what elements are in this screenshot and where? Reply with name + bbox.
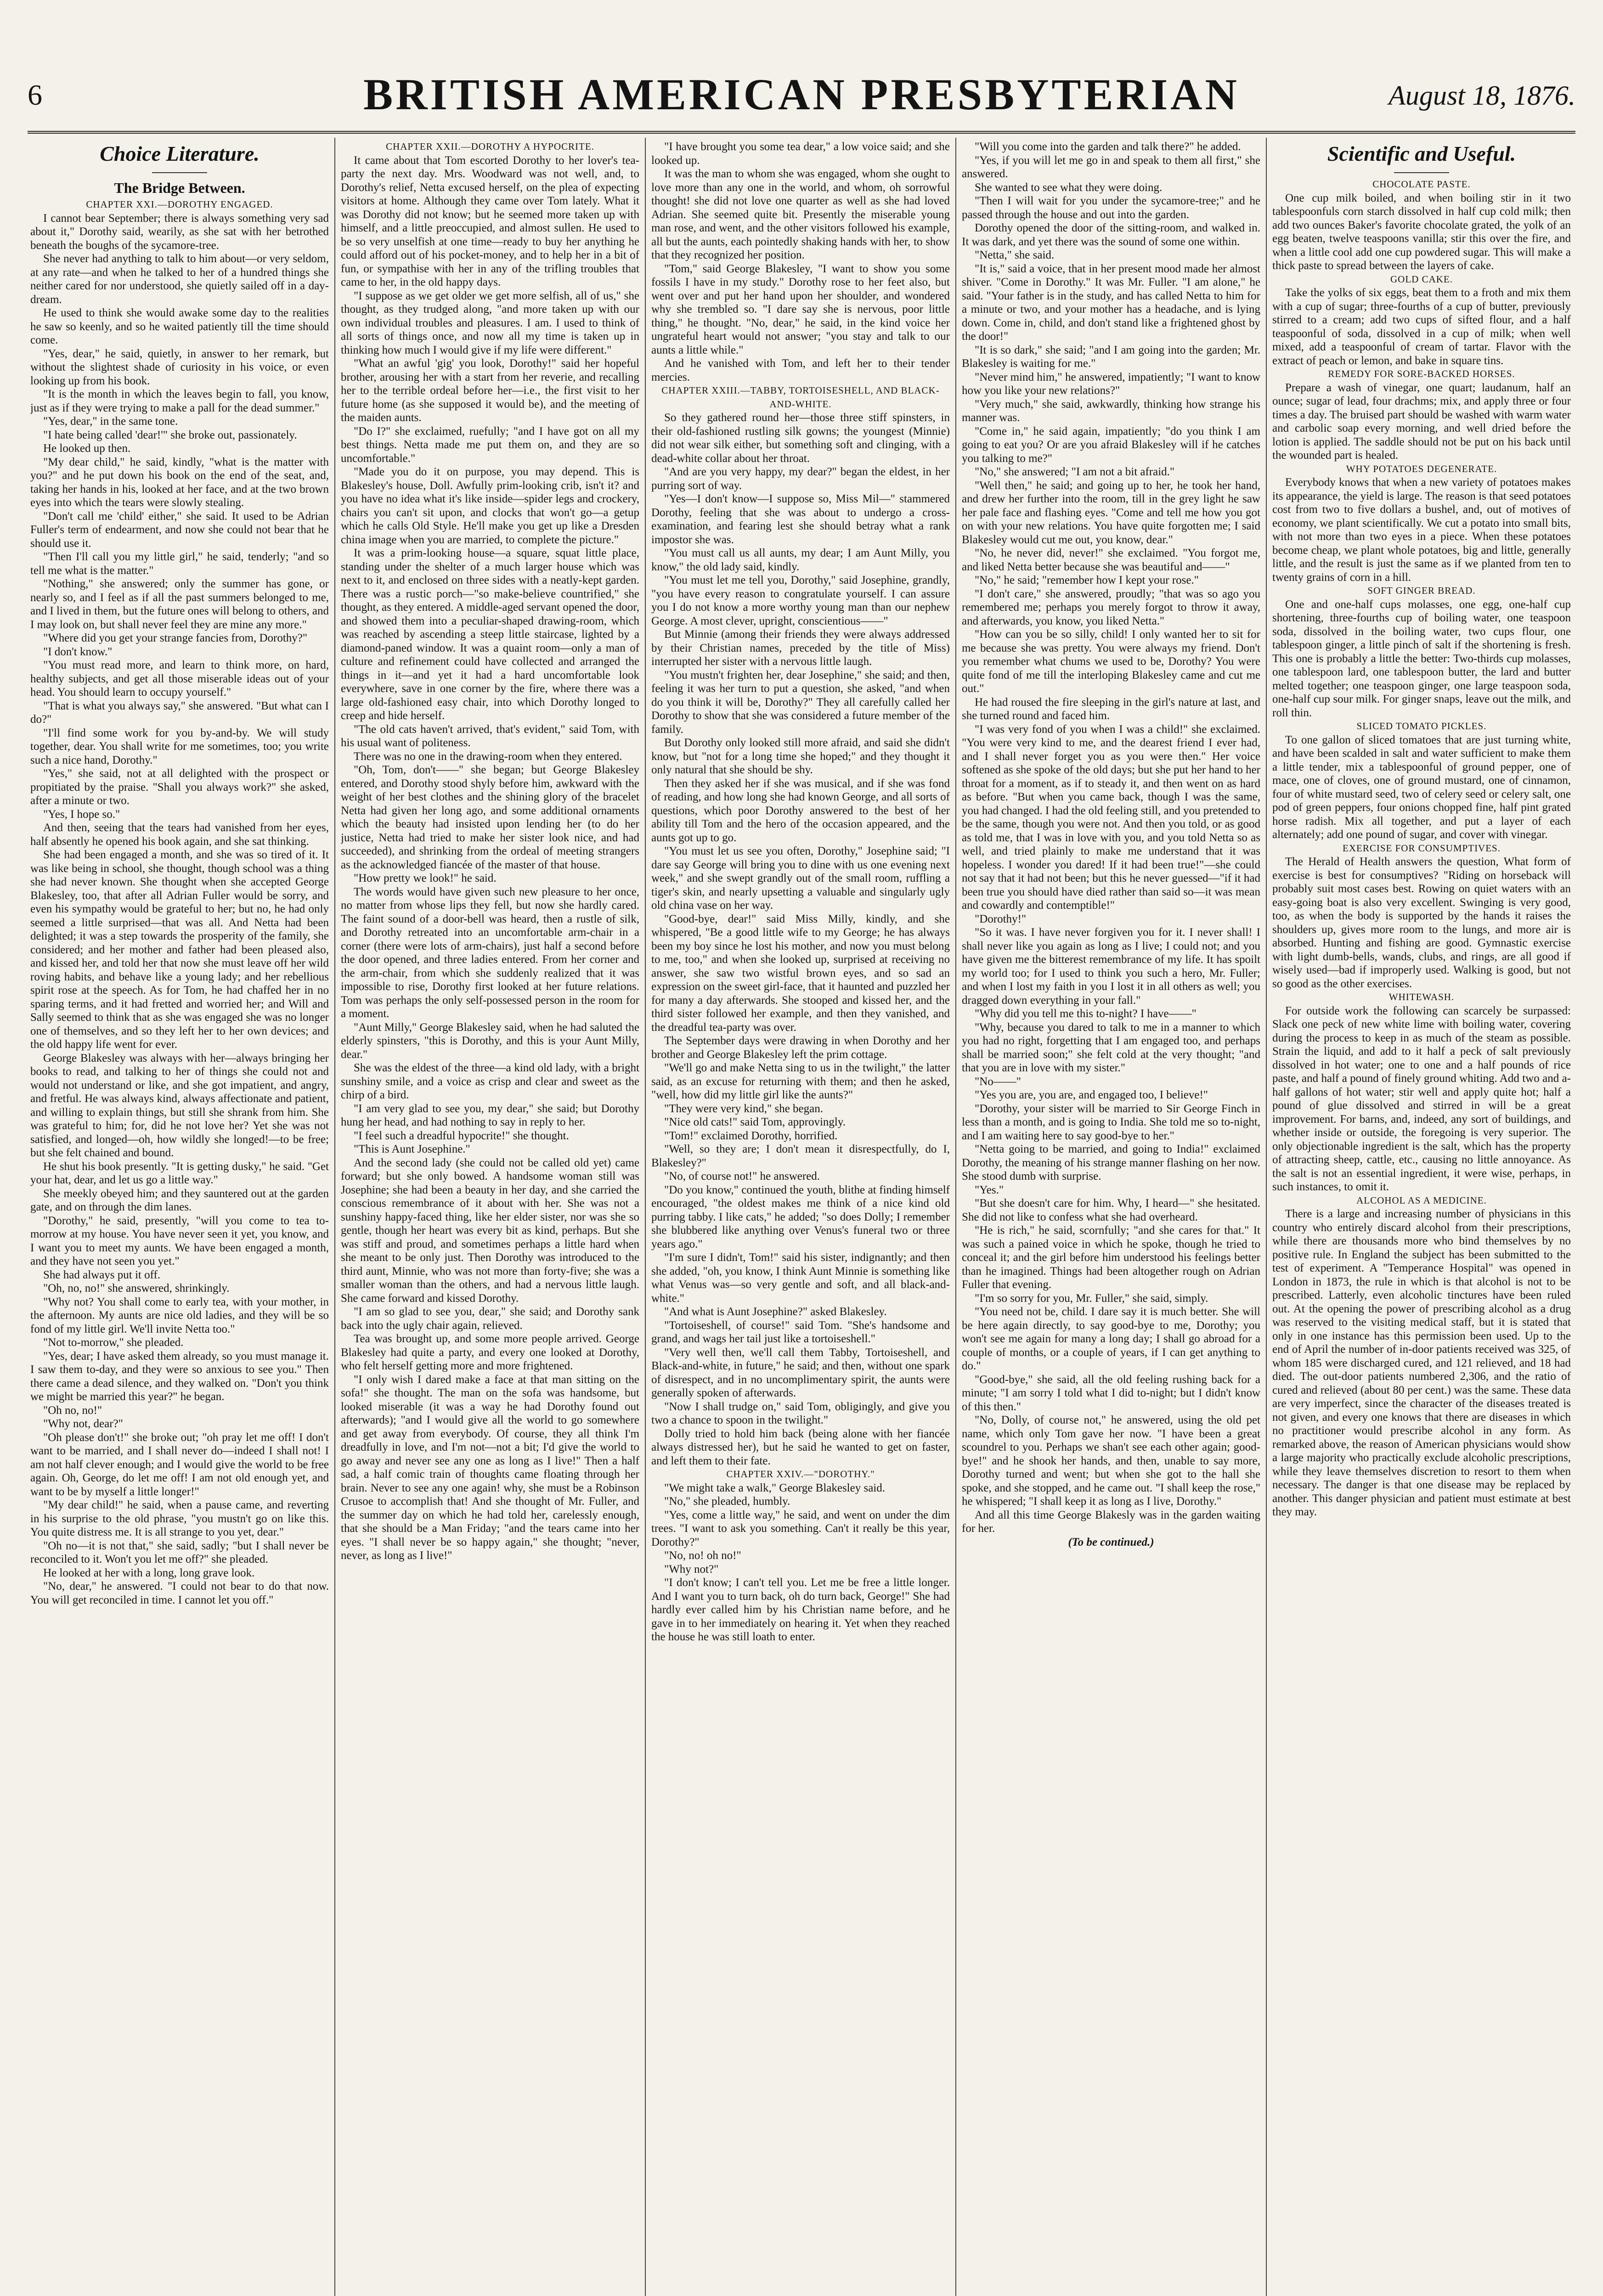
paragraph: "That is what you always say," she answered. "But what can I do?" xyxy=(30,699,329,726)
paragraph: For outside work the following can scarcely be surpassed: Slack one peck of new white lime with boiling water, covering during the process to keep in as much of the steam as possible. Strain the liquid, and add to it half a peck of salt previously dissolved in hot water; one to one and a half pounds of rice paste, and half a pound of finely ground whiting. Add two and a-half gallons of hot water; stir well and apply quite hot; half a pound of glue dissolved and stirred in will be a great improvement. For barns, and, indeed, any sort of buildings, and whether inside or outside, the foregoing is very superior. The only objectionable ingredient is the salt, which has the property of attracting sheep, cattle, etc., causing no little annoyance. As the salt is not an essential ingredient, it were wise, perhaps, in such instances, to omit it. xyxy=(1272,1004,1571,1193)
paragraph: "No, of course not!" he answered. xyxy=(664,1170,820,1182)
paragraph: "Yes, dear; I have asked them already, so you must manage it. I saw them to-day, and they were so anxious to see you." Then there came a dead silence, and they walked on. "Don't you think we might be married this year?" he began. xyxy=(30,1350,329,1403)
paragraph: "Yes, dear," he said, quietly, in answer to her remark, but without the slightest shade of curiosity in his voice, or even looking up from his book. xyxy=(30,347,329,387)
paragraph: "I'm sure I didn't, Tom!" said his sister, indignantly; and then she added, "oh, you know, I think Aunt Minnie is something like what Venus was—so very gentle and soft, and all black-and-white." xyxy=(651,1251,950,1305)
paragraph: "Oh no, no!" xyxy=(43,1404,102,1417)
paragraph: He looked up then. xyxy=(43,442,131,455)
paragraph: "Why not?" xyxy=(664,1563,719,1576)
paragraph: The September days were drawing in when Dorothy and her brother and George Blakesley left the prim cottage. xyxy=(651,1035,950,1061)
paragraph: "You must read more, and learn to think more, on hard, healthy subjects, and get all those miserable ideas out of your head. You should learn to occupy yourself." xyxy=(30,659,329,698)
paragraph: Dolly tried to hold him back (being alone with her fiancée always distressed her), but he said he wanted to get on faster, and left them to their fate. xyxy=(651,1427,950,1467)
paragraph: "I don't know; I can't tell you. Let me be free a little longer. And I want you to turn back, oh do turn back, George!" She had hardly ever called him by his Christian name before, and he gave in to her immediately on hearing it. Yet when they reached the house he was still loath to enter. xyxy=(651,1576,950,1643)
paragraph: "Yes, if you will let me go in and speak to them all first," she answered. xyxy=(962,154,1260,180)
paragraph: "Come in," he said again, impatiently; "do you think I am going to eat you? Or are you afraid Blakesley will if he catches you talking to me?" xyxy=(962,425,1260,465)
paragraph: "Good-bye, dear!" said Miss Milly, kindly, and she whispered, "Be a good little wife to my George; he has always been my boy since he lost his mother, and now you must belong to me, too," and when she looked up, surprised at receiving no answer, she saw two wistful brown eyes, and so sad an expression on the sweet girl-face, that it haunted and puzzled her for many a day afterwards. She stooped and kissed her, and the third sister followed her example, and then they vanished, and the dreadful tea-party was over. xyxy=(651,912,950,1034)
paragraph: The Herald of Health answers the question, What form of exercise is best for consumptives? "Riding on horseback will probably suit most cases best. Rowing on quiet waters with an easy-going boat is also very excellent. Swinging is very good, too, as when the body is supported by the hands it raises the shoulders up, gives more room to the lungs, and more air is absorbed. Hunting and fishing are good. Gymnastic exercise with light dumb-bells, wands, clubs, and rings, are all good if wisely used—bad if improperly used. Walking is good, but not so good as the other exercises. xyxy=(1272,855,1571,990)
paragraph: "Yes, I hope so." xyxy=(43,808,120,821)
paragraph: "Netta," she said. xyxy=(975,249,1055,261)
paragraph: "Where did you get your strange fancies from, Dorothy?" xyxy=(43,632,308,644)
column-2 xyxy=(341,140,639,2296)
paragraph: She had always put it off. xyxy=(43,1268,161,1281)
paragraph: But Dorothy only looked still more afraid, and said she didn't know, but "not for a long time she hoped;" and they thought it only natural that she should be shy. xyxy=(651,737,950,776)
paragraph: "No," she answered; "I am not a bit afraid." xyxy=(975,466,1175,478)
paragraph: "Not to-morrow," she pleaded. xyxy=(43,1336,184,1349)
paragraph: "I don't care," she answered, proudly; "that was so ago you remembered me; perhaps you merely forgot to throw it away, and afterwards, you know, you liked Netta." xyxy=(962,587,1260,627)
paragraph: Prepare a wash of vinegar, one quart; laudanum, half an ounce; sugar of lead, four drachms; mix, and apply three or four times a day. The bruised part should be washed with warm water and carbolic soap every morning, and well dried before the lotion is applied. The saddle should not be put on his back until the wounded part is healed. xyxy=(1272,381,1571,461)
paragraph: "No, no! oh no!" xyxy=(664,1549,741,1562)
paragraph: "No," she pleaded, humbly. xyxy=(664,1495,790,1508)
paragraph: "Then I will wait for you under the sycamore-tree;" and he passed through the house and out into the garden. xyxy=(962,195,1260,221)
paragraph: "Now I shall trudge on," said Tom, obligingly, and give you two a chance to spoon in the twilight." xyxy=(651,1400,950,1426)
article-heading: CHOCOLATE PASTE. xyxy=(1372,179,1471,190)
paragraph: "Well, so they are; I don't mean it disrespectfully, do I, Blakesley?" xyxy=(651,1143,950,1169)
paragraph: But Minnie (among their friends they were always addressed by their Christian names, preceded by the title of Miss) interrupted her sister with a nervous little laugh. xyxy=(651,628,950,668)
paragraph: "You mustn't frighten her, dear Josephine," she said; and then, feeling it was her turn to put a question, she asked, "and when do you think it will be, Dorothy?" They all carefully called her Dorothy to show that she was considered a future member of the family. xyxy=(651,669,950,736)
paragraph: "It is," said a voice, that in her present mood made her almost shiver. "Come in Dorothy." It was Mr. Fuller. "I am alone," he said. "Your father is in the study, and has called Netta to him for a minute or two, and your mother has a headache, and is lying down. Come in, child, and don't stand like a frightened ghost by the door!" xyxy=(962,262,1260,343)
paragraph: "He is rich," he said, scornfully; "and she cares for that." It was such a pained voice in which he spoke, though he tried to conceal it; and the girl before him understood his feelings better than he imagined. Things had been altogether rough on Adrian Fuller that evening. xyxy=(962,1224,1260,1291)
paragraph: "Don't call me 'child' either," she said. It used to be Adrian Fuller's term of endearment, and now she could not bear that he should use it. xyxy=(30,510,329,550)
paragraph: "You need not be, child. I dare say it is much better. She will be here again directly, to say good-bye to me, Dorothy; you won't see me again for many a long day; I shall go abroad for a couple of months, or a couple of years, if I can get anything to do." xyxy=(962,1306,1260,1372)
article-heading: EXERCISE FOR CONSUMPTIVES. xyxy=(1343,842,1501,854)
paragraph: "Oh, no, no!" she answered, shrinkingly. xyxy=(43,1282,230,1294)
paragraph: "Never mind him," he answered, impatiently; "I want to know how you like your new relations?" xyxy=(962,371,1260,397)
paragraph: "Then I'll call you my little girl," he said, tenderly; "and so tell me what is the matter." xyxy=(30,551,329,577)
column-4 xyxy=(962,140,1260,2296)
paragraph: "It is so dark," she said; "and I am going into the garden; Mr. Blakesley is waiting for me." xyxy=(962,343,1260,370)
paragraph: She meekly obeyed him; and they sauntered out at the garden gate, and on through the dim lanes. xyxy=(30,1187,329,1213)
paragraph: It was a prim-looking house—a square, squat little place, standing under the shelter of a much larger house which was next to it, and enclosed on three sides with a neatly-kept garden. There was a rustic porch—"so make-believe countrified," she thought, as they entered. A middle-aged servant opened the door, and showed them into a peculiar-shaped drawing-room, which was reached by ascending a steep little staircase, lighted by a diamond-paned window. It was a quaint room—only a man of culture and refinement could have collected and arranged the things in it—and yet it had a hard uncomfortable look everywhere, save in one corner by the fire, where there was a large old-fashioned easy chair, into which Dorothy longed to creep and hide herself. xyxy=(341,547,639,722)
paragraph: "They were very kind," she began. xyxy=(664,1102,823,1115)
paragraph: "Why, because you dared to talk to me in a manner to which you had no right, forgetting that I am engaged too, and perhaps shall be married soon;" she felt cold at the very thought; "and that you are in love with my sister." xyxy=(962,1021,1260,1074)
divider xyxy=(152,172,207,173)
paragraph: One cup milk boiled, and when boiling stir in it two tablespoonfuls corn starch dissolved in half cup cold milk; then add two ounces Baker's favorite chocolate grated, the yolk of an egg beaten, twelve teaspoons vanilla; stir this over the fire, and when a little cool add one cup powdered sugar. This will make a thick paste to spread between the layers of cake. xyxy=(1272,191,1571,272)
article-heading: WHY POTATOES DEGENERATE. xyxy=(1346,463,1497,474)
column-divider xyxy=(334,138,335,2296)
paragraph: "I was very fond of you when I was a child!" she exclaimed. "You were very kind to me, and the dearest friend I ever had, and I shall never forget you as you were then." Her voice softened as she spoke of the old days; but she put her hand to her throat for a moment, as if to steady it, and then went on as hard as before. "But when you came back, though I was the same, you had changed. I had the old feeling still, and you pretended to be the same, though you were not. And then you told, or as good as told me, that I was in love with you, and you told Netta so as well, and tried plainly to make me understand that it was hopeless. I wonder you dared! If it had been true!"—she could not say that it had not been; but this he never guessed—"if it had been true you should have died rather than said so—it was mean and cowardly and contemptible!" xyxy=(962,723,1260,912)
paragraph: He shut his book presently. "It is getting dusky," he said. "Get your hat, dear, and let us go a little way." xyxy=(30,1160,329,1186)
paragraph: "And what is Aunt Josephine?" asked Blakesley. xyxy=(664,1306,887,1318)
paragraph: "I feel such a dreadful hypocrite!" she thought. xyxy=(354,1129,569,1142)
paragraph: The words would have given such new pleasure to her once, no matter from whose lips they fell, but now she hardly cared. The faint sound of a door-bell was heard, then a rustle of silk, and Dorothy retreated into an uncomfortable arm-chair in a corner (there were lots of arm-chairs), just half a second before the door opened, and three ladies entered. From her corner and the arm-chair, from which she suddenly realized that it was impossible to rise, Dorothy first looked at her future relations. Tom was perhaps the only self-possessed person in the room for a moment. xyxy=(341,885,639,1020)
paragraph: "You must let us see you often, Dorothy," Josephine said; "I dare say George will bring you to dine with us one evening next week," and she swept grandly out of the small room, ruffling a tiger's skin, and nearly upsetting a valuable and singularly ugly old china vase on her way. xyxy=(651,845,950,912)
paragraph: "My dear child!" he said, when a pause came, and reverting in his surprise to the old phrase, "you mustn't go on like this. You quite distress me. It is all strange to you yet, dear." xyxy=(30,1499,329,1538)
paragraph: "I'll find some work for you by-and-by. We will study together, dear. You shall write for me sometimes, too; you write such a nice hand, Dorothy." xyxy=(30,726,329,766)
paragraph: "Tom," said George Blakesley, "I want to show you some fossils I have in my study." Dorothy rose to her feet also, but went over and put her hand upon her shoulder, and wondered why she trembled so. "I dare say she is nervous, poor little thing," he thought. "No, dear," he said, in the kind voice her ungrateful heart would not answer; "you stay and talk to our aunts a little while." xyxy=(651,262,950,356)
paragraph: "So it was. I have never forgiven you for it. I never shall! I shall never like you again as long as I live; I could not; and you have given me the bitterest remembrance of my life. It has spoilt my world too; for I used to think you such a hero, Mr. Fuller; and when I lost my faith in you I lost it in all others as well; you dragged down everything in your fall." xyxy=(962,926,1260,1007)
section-heading: Choice Literature. xyxy=(100,142,260,165)
story-title: The Bridge Between. xyxy=(114,180,245,196)
paragraph: There was no one in the drawing-room when they entered. xyxy=(354,750,622,763)
page-number: 6 xyxy=(28,79,42,111)
paragraph: "No, he never did, never!" she exclaimed. "You forgot me, and liked Netta better because she was beautiful and——" xyxy=(962,547,1260,573)
paragraph: "Why not? You shall come to early tea, with your mother, in the afternoon. My aunts are nice old ladies, and they will be so fond of my little girl. We'll invite Netta too." xyxy=(30,1295,329,1335)
paragraph: "Yes, come a little way," he said, and went on under the dim trees. "I want to ask you something. Can't it really be this year, Dorothy?" xyxy=(651,1508,950,1548)
paragraph: "Yes," she said, not at all delighted with the prospect or propitiated by the praise. "Shall you always work?" she asked, after a minute or two. xyxy=(30,767,329,807)
paragraph: "And are you very happy, my dear?" began the eldest, in her purring sort of way. xyxy=(651,466,950,492)
article-heading: WHITEWASH. xyxy=(1389,991,1455,1002)
paragraph: And then, seeing that the tears had vanished from her eyes, half absently he opened his book again, and she sat thinking. xyxy=(30,822,329,848)
paragraph: She never had anything to talk to him about—or very seldom, at any rate—and when he talked to her of a hundred things she neither cared for nor understood, she quietly sailed off in a day-dream. xyxy=(30,253,329,306)
article-heading: REMEDY FOR SORE-BACKED HORSES. xyxy=(1328,368,1515,379)
paragraph: She was the eldest of the three—a kind old lady, with a bright sunshiny smile, and a voice as crisp and clear and sweet as the chirp of a bird. xyxy=(341,1062,639,1101)
paragraph: "No," he said; "remember how I kept your rose." xyxy=(975,574,1199,586)
column-divider xyxy=(645,138,646,2296)
paragraph: "Tortoiseshell, of course!" said Tom. "She's handsome and grand, and wags her tail just like a tortoiseshell." xyxy=(651,1319,950,1345)
paragraph: "You must call us all aunts, my dear; I am Aunt Milly, you know," the old lady said, kindly. xyxy=(651,547,950,573)
newspaper-title: BRITISH AMERICAN PRESBYTERIAN xyxy=(363,70,1240,119)
article-heading: GOLD CAKE. xyxy=(1390,273,1453,285)
column-5 xyxy=(1272,140,1571,2296)
paragraph: It came about that Tom escorted Dorothy to her lover's tea-party the next day. Mrs. Woodward was not well, and, to Dorothy's relief, Netta excused herself, on the plea of expecting visitors at home. Although they came over Tom lately. What it was Dorothy did not know; but he seemed more taken up with himself, and a little preoccupied, and almost sullen. He used to be so very unselfish at one time—ready to buy her anything he could afford out of his pocket-money, and to help her in a bit of fun, or sympathise with her in any of the trifling troubles that came to her, in the old happy days. xyxy=(341,154,639,288)
paragraph: And the second lady (she could not be called old yet) came forward; but she only bowed. A handsome woman still was Josephine; she had been a beauty in her day, and she carried the conscious remembrance of it about with her. She was not a sunshiny happy-faced thing, like her elder sister, nor was she so gentle, though her heart was every bit as kind, perhaps. But she was stiff and proud, and sometimes perhaps a little hard when she meant to be only just. Then Dorothy was introduced to the third aunt, Minnie, who was not more than forty-five; she was a smaller woman than the others, and had a nervous little laugh. She came forward and kissed Dorothy. xyxy=(341,1156,639,1305)
paragraph: She had been engaged a month, and she was so tired of it. It was like being in school, she thought, though school was a thing she had never known. She thought when she accepted George Blakesley, too, that after all Adrian Fuller would be sorry, and even his sympathy would be grateful to her; but no, he had only seemed a little surprised—that was all. And Netta had been delighted; it was a step towards the prosperity of the family, she considered; and her mother and father had been pleased also, and kissed her, and told her that now she must leave off her wild roving habits, and behave like a young lady; and her rebellious spirit rose at the speech. As for Tom, he had chaffed her in no sparing terms, and it had fretted and worried her; and Will and Sally seemed to think that as she was engaged she was no longer one of themselves, and so they left her to her own devices; and the old happy life went for ever. xyxy=(30,849,329,1051)
paragraph: "Will you come into the garden and talk there?" he added. xyxy=(975,141,1241,153)
paragraph: He had roused the fire sleeping in the girl's nature at last, and she turned round and faced him. xyxy=(962,696,1260,722)
paragraph: "Oh, Tom, don't——" she began; but George Blakesley entered, and Dorothy stood shyly before him, awkward with the weight of her best clothes and the shining glory of the bracelet Netta had given her long ago, and some additional ornaments which the beauty had insisted upon lending her (to do her justice, Netta had tried to make her sister look nice, and had succeeded), and shrinking from the ordeal of meeting strangers as the acknowledged fiancée of the master of that house. xyxy=(341,764,639,871)
paragraph: "But she doesn't care for him. Why, I heard—" she hesitated. She did not like to confess what she had overheard. xyxy=(962,1197,1260,1223)
section-heading: Scientific and Useful. xyxy=(1327,142,1516,165)
issue-date: August 18, 1876. xyxy=(1389,80,1575,111)
divider xyxy=(1394,172,1449,173)
paragraph: "Very much," she said, awkwardly, thinking how strange his manner was. xyxy=(962,398,1260,424)
paragraph: "Good-bye," she said, all the old feeling rushing back for a minute; "I am sorry I told what I did to-night; but I didn't know of this then." xyxy=(962,1373,1260,1413)
column-3 xyxy=(651,140,950,2296)
paragraph: "We'll go and make Netta sing to us in the twilight," the latter said, as an excuse for returning with them; and then he asked, "well, how did my little girl like the aunts?" xyxy=(651,1062,950,1101)
column-divider xyxy=(1266,138,1267,2296)
paragraph: "Dorothy, your sister will be married to Sir George Finch in less than a month, and is going to India. She told me so to-night, and I am waiting here to say good-bye to her." xyxy=(962,1102,1260,1142)
paragraph: "My dear child," he said, kindly, "what is the matter with you?" and he put down his book on the end of the seat, and, taking her hands in his, looked at her face, and at the two brown eyes into which the tears were slowly stealing. xyxy=(30,456,329,509)
paragraph: To one gallon of sliced tomatoes that are just turning white, and have been scalded in salt and water sufficient to make them a little tender, mix a tablespoonful of ground pepper, one of mace, one of cloves, one of ground mustard, one of cinnamon, four of white mustard seed, two of celery seed or celery salt, one pod of green peppers, four onions chopped fine, half pint grated horse radish. Mix all together, and put a layer of each alternately; add one pound of sugar, and cover with vinegar. xyxy=(1272,733,1571,841)
paragraph: She wanted to see what they were doing. xyxy=(975,181,1163,194)
paragraph: "I am so glad to see you, dear," she said; and Dorothy sank back into the ugly chair again, relieved. xyxy=(341,1306,639,1332)
column-divider xyxy=(955,138,956,2296)
paragraph: "Yes—I don't know—I suppose so, Miss Mil—" stammered Dorothy, feeling that she was about to undergo a cross-examination, and fearing lest she should betray what a rank impostor she was. xyxy=(651,493,950,546)
paragraph: "Oh no—it is not that," she said, sadly; "but I shall never be reconciled to it. Won't you let me off?" she pleaded. xyxy=(30,1539,329,1565)
paragraph: There is a large and increasing number of physicians in this country who entirely discard alcohol from their prescriptions, while there are thousands more who bind themselves by no positive rule. In England the subject has been submitted to the test of experiment. A "Temperance Hospital" was opened in London in 1873, the rule in which is that alcohol is not to be prescribed. Latterly, even alcoholic tinctures have been ruled out. At the opening the power of prescribing alcohol as a drug was reserved to the visiting medical staff, but it is stated that only in one instance has this permission been used. Up to the end of April the number of in-door patients received was 325, of whom 185 were discharged cured, and 121 relieved, and 18 had died. The out-door patients numbered 2,306, and the ratio of cured and relieved (about 80 per cent.) was the same. These data are very imperfect, since the character of the diseases treated is not given, and every one knows that there are diseases in which no practitioner would prescribe alcohol in any form. As remarked above, the reason of American physicians would show a large majority who practically exclude alcoholic prescriptions, while they leave themselves discretion to resort to them when necessary. The danger is that one disease may be replaced by another. This danger physician and patient must estimate at best they may. xyxy=(1272,1208,1571,1518)
paragraph: Dorothy opened the door of the sitting-room, and walked in. It was dark, and yet there was the sound of some one within. xyxy=(962,222,1260,248)
paragraph: "Tom!" exclaimed Dorothy, horrified. xyxy=(664,1129,838,1142)
paragraph: "Oh please don't!" she broke out; "oh pray let me off! I don't want to be married, and I shall never do—indeed I shall not! I am not half clever enough; and I would give the world to be free again. Oh, George, do let me off! I am not old enough yet, and want to be by myself a little longer!" xyxy=(30,1431,329,1498)
paragraph: "Yes you are, you are, and engaged too, I believe!" xyxy=(975,1089,1208,1101)
paragraph: "I am very glad to see you, my dear," she said; but Dorothy hung her head, and had nothing to say in reply to her. xyxy=(341,1102,639,1128)
paragraph: It was the man to whom she was engaged, whom she ought to love more than any one in the world, and whom, oh sorrowful thought! she did not love one quarter as well as she had loved Adrian. She seemed quite bit. Presently the miserable young man rose, and went, and the other visitors followed his example, all but the aunts, each pointedly shaking hands with her, to show that they recognized her position. xyxy=(651,168,950,261)
paragraph: "It is the month in which the leaves begin to fall, you know, just as if they were trying to make a pall for the dead summer." xyxy=(30,388,329,414)
paragraph: "I only wish I dared make a face at that man sitting on the sofa!" she thought. The man on the sofa was handsome, but looked miserable (it was a way he had Dorothy found out afterwards); "and I would give all the world to go somewhere and get away from everybody. Of course, they all think I'm dreadfully in love, and I'm not—not a bit; I'd give the world to go away and never see any one as long as I live!" Then a half sad, a half comic train of thoughts came floating through her brain. Never to see any one again! why, she must be a Robinson Crusoe to accomplish that! And she thought of Mr. Fuller, and the summer day on which he had told her, carelessly enough, that she should be a Man Friday; "and the tears came into her eyes. "I shall never be so happy again," she thought; "never, never, as long as I live!" xyxy=(341,1373,639,1562)
paragraph: "Why not, dear?" xyxy=(43,1418,123,1430)
paragraph: He looked at her with a long, long grave look. xyxy=(43,1566,255,1579)
paragraph: "How can you be so silly, child! I only wanted her to sit for me because she was pretty. You were always my friend. Don't you remember what chums we used to be, Dorothy? You were quite fond of me till the interloping Blakesley came and cut me out." xyxy=(962,628,1260,695)
paragraph: "Made you do it on purpose, you may depend. This is Blakesley's house, Doll. Awfully prim-looking crib, isn't it? and you have no idea what it's like inside—spider legs and crockery, chairs you can't sit upon, and clocks that won't go—a getup which he calls Old Style. He'll make you get up like a Dresden china image when you are married, to complete the picture." xyxy=(341,466,639,546)
paragraph: "I hate being called 'dear!'" she broke out, passionately. xyxy=(43,428,297,441)
paragraph: "Why did you tell me this to-night? I have——" xyxy=(975,1007,1197,1020)
paragraph: I cannot bear September; there is always something very sad about it," Dorothy said, wearily, as she sat with her betrothed beneath the boughs of the sycamore-tree. xyxy=(30,212,329,252)
paragraph: "I have brought you some tea dear," a low voice said; and she looked up. xyxy=(651,141,950,167)
paragraph: "Nothing," she answered; only the summer has gone, or nearly so, and I feel as if all the past summers belonged to me, and I lived in them, but the future ones will belong to others, and I may look on, but shall never feel they are mine any more." xyxy=(30,578,329,631)
paragraph: "I'm so sorry for you, Mr. Fuller," she said, simply. xyxy=(975,1292,1208,1305)
paragraph: And he vanished with Tom, and left her to their tender mercies. xyxy=(651,357,950,383)
paragraph: "Very well then, we'll call them Tabby, Tortoiseshell, and Black-and-white, in future," he said; and then, without one spark of disrespect, and in no uncomplimentary spirit, the aunts were generally spoken of afterwards. xyxy=(651,1346,950,1399)
paragraph: "What an awful 'gig' you look, Dorothy!" said her hopeful brother, arousing her with a start from her reverie, and recalling her to the terrible ordeal before her—i.e., the first visit to her future home (as she supposed it would be), and the meeting of the maiden aunts. xyxy=(341,357,639,424)
paragraph: "Nice old cats!" said Tom, approvingly. xyxy=(664,1116,846,1128)
masthead xyxy=(28,69,1575,124)
paragraph: "I don't know." xyxy=(43,645,113,658)
paragraph: "No, Dolly, of course not," he answered, using the old pet name, which only Tom gave her now. "I have been a great scoundrel to you. Perhaps we shan't see each other again; good-bye!" and he shook her hands, and then, unable to say more, Dorothy turned and went; but when she got to the hall she spoke, and she stopped, and he came out. "I shall keep the rose," he whispered; "I shall keep it as long as I live, Dorothy." xyxy=(962,1414,1260,1508)
paragraph: "Do I?" she exclaimed, ruefully; "and I have got on all my best things. Netta made me put them on, and they are so uncomfortable." xyxy=(341,425,639,465)
paragraph: "Yes, dear," in the same tone. xyxy=(43,415,178,428)
column-1 xyxy=(30,140,329,2296)
paragraph: "Dorothy," he said, presently, "will you come to tea to-morrow at my house. You have never seen it yet, you know, and I want you to meet my aunts. We have been engaged a month, and they have not seen you yet." xyxy=(30,1214,329,1267)
chapter-heading: CHAPTER XXII.—DOROTHY A HYPOCRITE. xyxy=(386,141,594,152)
paragraph: "How pretty we look!" he said. xyxy=(354,872,497,884)
paragraph: "No, dear," he answered. "I could not bear to do that now. You will get reconciled in time. I cannot let you off." xyxy=(30,1580,329,1606)
paragraph: "This is Aunt Josephine." xyxy=(354,1143,470,1155)
paragraph: "We might take a walk," George Blakesley said. xyxy=(664,1481,885,1494)
chapter-heading: CHAPTER XXIV.—"DOROTHY." xyxy=(726,1469,875,1480)
paragraph: George Blakesley was always with her—always bringing her books to read, and talking to her of things she could not and would not understand or like, and she got impatient, and angry, and fretful. He was always kind, always affectionate and patient, and willing to explain things, but still she shrank from him. She was grateful to him; for, did he not love her? Yet she was not satisfied, and longed—oh, how wildly she longed!—to be free; but she felt chained and bound. xyxy=(30,1052,329,1159)
paragraph: "The old cats haven't arrived, that's evident," said Tom, with his usual want of politeness. xyxy=(341,723,639,749)
chapter-heading: CHAPTER XXI.—DOROTHY ENGAGED. xyxy=(86,199,273,210)
paragraph: "Dorothy!" xyxy=(975,912,1027,925)
paragraph: Tea was brought up, and some more people arrived. George Blakesley had quite a party, and every one looked at Dorothy, who felt herself getting more and more frightened. xyxy=(341,1333,639,1372)
continued-note: (To be continued.) xyxy=(1068,1536,1154,1548)
article-heading: ALCOHOL AS A MEDICINE. xyxy=(1356,1194,1487,1206)
paragraph: "Aunt Milly," George Blakesley said, when he had saluted the elderly spinsters, "this is Dorothy, and this is your Aunt Milly, dear." xyxy=(341,1021,639,1061)
paragraph: "Well then," he said; and going up to her, he took her hand, and drew her further into the room, till in the grey light he saw her pale face and flashing eyes. "Come and tell me how you got on with your new relations. You have quite forgotten me; I said Blakesley would cut me out, you know, dear." xyxy=(962,479,1260,546)
paragraph: "Netta going to be married, and going to India!" exclaimed Dorothy, the meaning of his strange manner flashing on her now. She stood dumb with surprise. xyxy=(962,1143,1260,1182)
paragraph: "I suppose as we get older we get more selfish, all of us," she thought, as they trudged along, "and more taken up with our own individual troubles and pleasures. I am. I used to think of all sorts of things once, and now all my time is taken up in thinking how much I would give if my life were different." xyxy=(341,289,639,356)
article-heading: SLICED TOMATO PICKLES. xyxy=(1356,720,1487,732)
article-heading: SOFT GINGER BREAD. xyxy=(1367,585,1476,596)
paragraph: And all this time George Blakesly was in the garden waiting for her. xyxy=(962,1508,1260,1535)
paragraph: Take the yolks of six eggs, beat them to a froth and mix them with a cup of sugar; three-fourths of a cup of butter, previously stirred to a cream; add two cups of sifted flour, and a half teaspoonful of soda, dissolved in a cup of milk; when well mixed, add a teaspoonful of cream of tartar. Flavor with the extract of peach or lemon, and bake in square tins. xyxy=(1272,287,1571,367)
chapter-heading: CHAPTER XXIII.—TABBY, TORTOISESHELL, AND BLACK-AND-WHITE. xyxy=(661,385,940,410)
paragraph: "Do you know," continued the youth, blithe at finding himself encouraged, "the oldest makes me think of a nice kind old purring tabby. I like cats," he added; "so does Dolly; I remember she blubbered like anything over Venus's funeral two or three years ago." xyxy=(651,1183,950,1250)
paragraph: He used to think she would awake some day to the realities he saw so keenly, and so he waited patiently till the time should come. xyxy=(30,307,329,346)
paragraph: "No——" xyxy=(975,1075,1021,1088)
masthead-rule xyxy=(28,131,1575,134)
paragraph: "Yes." xyxy=(975,1183,1004,1196)
paragraph: Then they asked her if she was musical, and if she was fond of reading, and how long she had known George, and all sorts of questions, which poor Dorothy answered to the best of her ability till Tom and the hero of the occasion appeared, and the aunts got up to go. xyxy=(651,777,950,844)
paragraph: So they gathered round her—those three stiff spinsters, in their old-fashioned rustling silk gowns; the youngest (Minnie) did not wear silk either, but something soft and clinging, with a dead-white collar about her throat. xyxy=(651,411,950,465)
paragraph: One and one-half cups molasses, one egg, one-half cup shortening, three-fourths cup of boiling water, one teaspoon soda, dissolved in the boiling water, two cups flour, one tablespoon ginger, a little pinch of salt if the shortening is fresh. This one is probably a little the better: Two-thirds cup molasses, one tablespoon lard, one tablespoon butter, the lard and butter melted together; one teaspoon ginger, one large teaspoon soda, one-half cup sour milk. For ginger snaps, leave out the milk, and roll thin. xyxy=(1272,598,1571,719)
paragraph: Everybody knows that when a new variety of potatoes makes its appearance, the yield is large. The reason is that seed potatoes cost from two to five dollars a bushel, and, out of motives of economy, we plant scientifically. We cut a potato into small bits, with not more than two eyes in a piece. When these potatoes become cheap, we plant whole potatoes, big and little, generally little, and the result is just the same as if we planted from ten to twenty grains of corn in a hill. xyxy=(1272,476,1571,584)
paragraph: "You must let me tell you, Dorothy," said Josephine, grandly, "you have every reason to congratulate yourself. I can assure you I do not know a more worthy young man than our nephew George. A most clever, upright, conscientious——" xyxy=(651,574,950,627)
